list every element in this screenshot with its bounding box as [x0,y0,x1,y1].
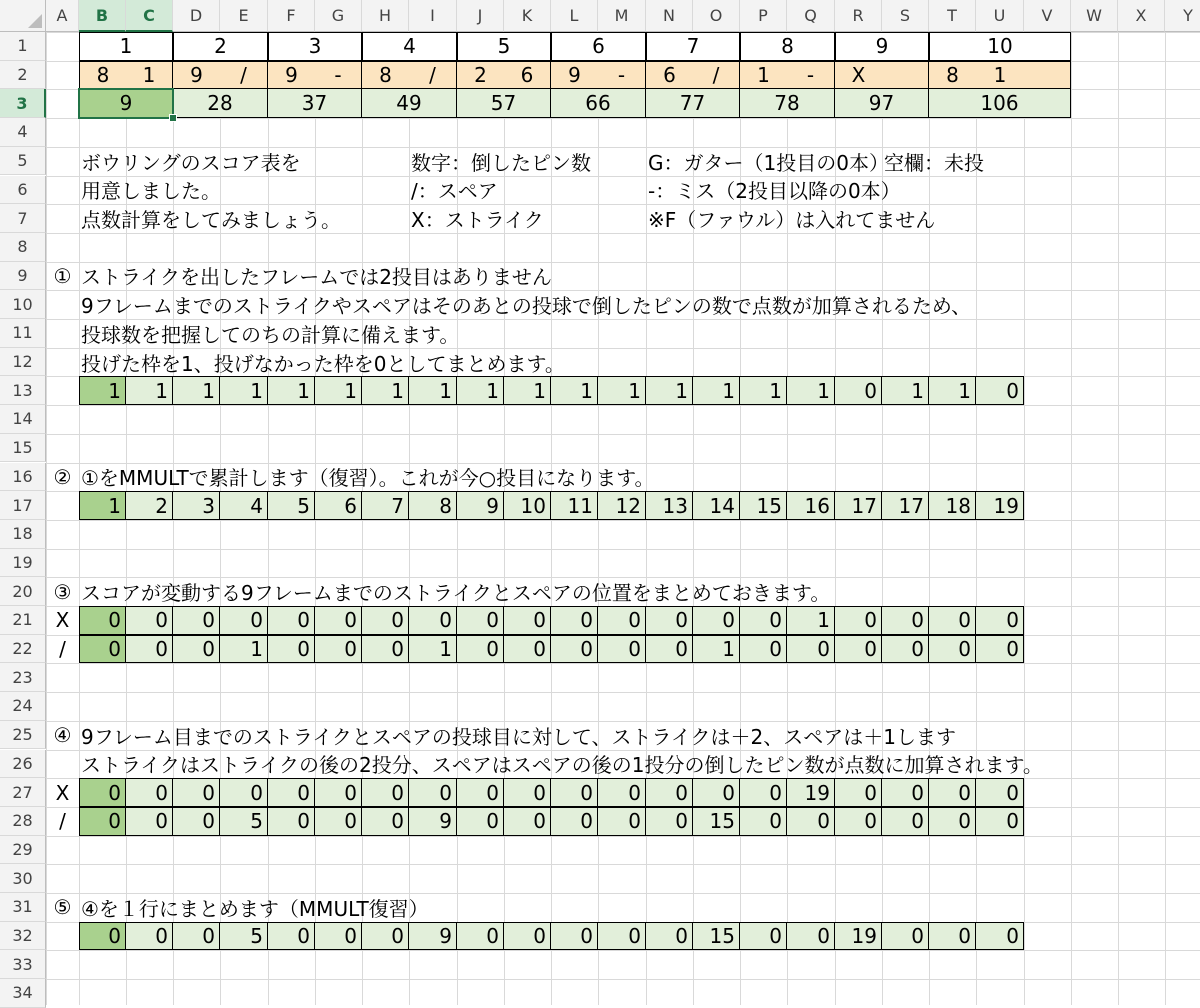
row-22-value-13[interactable]: 0 [646,635,693,664]
column-header-J[interactable]: J [457,0,504,32]
legend-spare: /：スペア [411,179,498,204]
row-28-value-20[interactable]: 0 [976,807,1024,836]
row-13-value-3[interactable]: 1 [173,376,220,405]
section-2-number: ② [53,464,72,489]
row-header-22[interactable]: 22 [0,635,46,664]
row-27-value-7[interactable]: 0 [362,778,409,807]
column-header-F[interactable]: F [268,0,315,32]
row-21-value-10[interactable]: 0 [504,606,551,635]
row-32-value-2[interactable]: 0 [126,922,173,951]
row-32-value-5[interactable]: 0 [268,922,315,951]
row-header-4[interactable]: 4 [0,118,46,147]
row-27-value-1[interactable]: 0 [79,778,126,807]
section-5-line1: ④を１行にまとめます（MMULT復習） [81,896,429,921]
row-28-value-4[interactable]: 5 [220,807,268,836]
section-2-line1: ①をMMULTで累計します（復習）。これが今○投目になります。 [81,466,655,491]
row-32-value-19[interactable]: 0 [929,922,976,951]
row-17-value-2[interactable]: 2 [126,491,173,520]
row-27-value-17[interactable]: 0 [835,778,882,807]
row-header-3[interactable]: 3 [0,89,46,118]
row-17-value-20[interactable]: 19 [976,491,1024,520]
frame-score-9[interactable]: 97 [835,89,929,118]
row-13-value-7[interactable]: 1 [362,376,409,405]
row-17-value-17[interactable]: 17 [835,491,882,520]
section-4-line1: 9フレーム目までのストライクとスペアの投球目に対して、ストライクは＋2、スペアは＋1します [81,724,956,749]
row-32-value-8[interactable]: 9 [409,922,457,951]
throw-cell-4[interactable]: / [220,61,268,90]
gridline-horizontal [0,118,1200,119]
legend-number: 数字：倒したピン数 [411,150,591,175]
throw-cell-15[interactable]: 1 [740,61,787,90]
row-label-27: X [55,780,70,805]
column-header-Q[interactable]: Q [787,0,835,32]
gridline-horizontal [0,864,1200,865]
row-header-21[interactable]: 21 [0,606,46,635]
row-28-value-19[interactable]: 0 [929,807,976,836]
row-32-value-16[interactable]: 0 [787,922,835,951]
legend-strike: X：ストライク [411,208,544,233]
row-32-value-11[interactable]: 0 [551,922,598,951]
row-28-value-11[interactable]: 0 [551,807,598,836]
gridline-horizontal [0,979,1200,980]
row-27-value-9[interactable]: 0 [457,778,504,807]
row-13-value-18[interactable]: 1 [882,376,929,405]
row-17-value-16[interactable]: 16 [787,491,835,520]
row-28-value-17[interactable]: 0 [835,807,882,836]
row-17-value-14[interactable]: 14 [693,491,740,520]
row-17-value-8[interactable]: 8 [409,491,457,520]
legend-gutter: G：ガター（1投目の0本） [648,150,889,175]
section-5-number: ⑤ [53,895,72,920]
row-13-value-2[interactable]: 1 [126,376,173,405]
row-28-value-8[interactable]: 9 [409,807,457,836]
row-21-value-6[interactable]: 0 [315,606,362,635]
frame-score-10[interactable]: 106 [929,89,1071,118]
throw-cell-7[interactable]: 8 [362,61,409,90]
column-header-T[interactable]: T [929,0,976,32]
row-28-value-2[interactable]: 0 [126,807,173,836]
row-28-value-14[interactable]: 15 [693,807,740,836]
frame-score-1[interactable]: 9 [79,89,173,118]
row-22-value-20[interactable]: 0 [976,635,1024,664]
frame-score-8[interactable]: 78 [740,89,835,118]
fill-handle[interactable] [169,114,177,122]
row-header-25[interactable]: 25 [0,721,46,750]
row-21-value-8[interactable]: 0 [409,606,457,635]
row-17-value-3[interactable]: 3 [173,491,220,520]
section-1-line3: 投球数を把握してのちの計算に備えます。 [81,322,460,347]
row-21-value-11[interactable]: 0 [551,606,598,635]
row-32-value-4[interactable]: 5 [220,922,268,951]
row-21-value-3[interactable]: 0 [173,606,220,635]
row-27-value-18[interactable]: 0 [882,778,929,807]
select-all-triangle-icon [28,14,42,28]
frame-score-4[interactable]: 49 [362,89,457,118]
row-27-value-10[interactable]: 0 [504,778,551,807]
row-22-value-5[interactable]: 0 [268,635,315,664]
column-header-U[interactable]: U [976,0,1024,32]
row-17-value-5[interactable]: 5 [268,491,315,520]
row-13-value-5[interactable]: 1 [268,376,315,405]
frame-number-8: 8 [740,32,835,61]
row-17-value-11[interactable]: 11 [551,491,598,520]
throw-cell-5[interactable]: 9 [268,61,315,90]
gridline-vertical [1071,0,1072,1005]
row-header-8[interactable]: 8 [0,233,46,262]
frame-number-5: 5 [457,32,551,61]
column-header-V[interactable]: V [1024,0,1071,32]
row-13-value-16[interactable]: 1 [787,376,835,405]
row-21-value-18[interactable]: 0 [882,606,929,635]
legend-title-line3: 点数計算をしてみましょう。 [81,208,341,233]
frame-number-3: 3 [268,32,362,61]
row-22-value-15[interactable]: 0 [740,635,787,664]
row-32-value-9[interactable]: 0 [457,922,504,951]
row-22-value-14[interactable]: 1 [693,635,740,664]
frame-score-3[interactable]: 37 [268,89,362,118]
row-header-6[interactable]: 6 [0,176,46,205]
frame-score-2[interactable]: 28 [173,89,268,118]
row-21-value-1[interactable]: 0 [79,606,126,635]
gridline-vertical [46,0,47,1005]
active-cell-border [78,88,174,119]
column-header-A[interactable]: A [46,0,79,32]
row-28-value-15[interactable]: 0 [740,807,787,836]
row-32-value-20[interactable]: 0 [976,922,1024,951]
row-header-31[interactable]: 31 [0,893,46,922]
row-header-9[interactable]: 9 [0,262,46,291]
row-13-value-1[interactable]: 1 [79,376,126,405]
row-21-value-9[interactable]: 0 [457,606,504,635]
row-label-28: / [59,809,66,834]
column-header-B[interactable]: B [79,0,126,32]
frame-score-5[interactable]: 57 [457,89,551,118]
row-header-10[interactable]: 10 [0,290,46,319]
row-27-value-11[interactable]: 0 [551,778,598,807]
gridline-horizontal [0,405,1200,406]
gridline-vertical [1118,0,1119,1005]
frame-score-6[interactable]: 66 [551,89,646,118]
column-header-G[interactable]: G [315,0,362,32]
row-27-value-2[interactable]: 0 [126,778,173,807]
throw-cell-2[interactable]: 1 [126,61,173,90]
section-4-number: ④ [53,723,72,748]
row-27-value-12[interactable]: 0 [598,778,646,807]
row-28-value-6[interactable]: 0 [315,807,362,836]
row-label-22: / [59,637,66,662]
row-27-value-5[interactable]: 0 [268,778,315,807]
row-21-value-13[interactable]: 0 [646,606,693,635]
throw-cell-13[interactable]: 6 [646,61,693,90]
row-header-15[interactable]: 15 [0,434,46,463]
row-21-value-14[interactable]: 0 [693,606,740,635]
throw-cell-16[interactable]: - [787,61,835,90]
row-27-value-16[interactable]: 19 [787,778,835,807]
row-17-value-18[interactable]: 17 [882,491,929,520]
row-21-value-20[interactable]: 0 [976,606,1024,635]
row-header-17[interactable]: 17 [0,491,46,520]
row-header-34[interactable]: 34 [0,979,46,1008]
column-header-W[interactable]: W [1071,0,1118,32]
row-header-18[interactable]: 18 [0,520,46,549]
row-22-value-9[interactable]: 0 [457,635,504,664]
legend-foul-note: ※F（ファウル）は入れてません [648,208,936,233]
row-32-value-7[interactable]: 0 [362,922,409,951]
row-13-value-14[interactable]: 1 [693,376,740,405]
row-32-value-6[interactable]: 0 [315,922,362,951]
row-header-32[interactable]: 32 [0,922,46,951]
frame-number-7: 7 [646,32,740,61]
row-27-value-3[interactable]: 0 [173,778,220,807]
row-22-value-4[interactable]: 1 [220,635,268,664]
row-28-value-3[interactable]: 0 [173,807,220,836]
row-header-14[interactable]: 14 [0,405,46,434]
throw-cell-19[interactable]: 8 [929,61,976,90]
throw-cell-6[interactable]: - [315,61,362,90]
row-27-value-15[interactable]: 0 [740,778,787,807]
row-32-value-15[interactable]: 0 [740,922,787,951]
section-4-line2: ストライクはストライクの後の2投分、スペアはスペアの後の1投分の倒したピン数が点数に加算されます。 [81,753,1043,778]
row-32-value-1[interactable]: 0 [79,922,126,951]
frame-score-7[interactable]: 77 [646,89,740,118]
row-32-value-13[interactable]: 0 [646,922,693,951]
row-header-1[interactable]: 1 [0,32,46,61]
section-1-line4: 投げた枠を1、投げなかった枠を0としてまとめます。 [81,351,565,376]
frame-number-10: 10 [929,32,1071,61]
row-28-value-18[interactable]: 0 [882,807,929,836]
row-17-value-15[interactable]: 15 [740,491,787,520]
gridline-horizontal [0,520,1200,521]
frame-number-9: 9 [835,32,929,61]
row-21-value-4[interactable]: 0 [220,606,268,635]
throw-cell-3[interactable]: 9 [173,61,220,90]
row-header-2[interactable]: 2 [0,61,46,90]
row-13-value-9[interactable]: 1 [457,376,504,405]
row-header-7[interactable]: 7 [0,204,46,233]
throw-cell-11[interactable]: 9 [551,61,598,90]
row-27-value-4[interactable]: 0 [220,778,268,807]
throw-cell-17[interactable]: X [835,61,882,90]
throw-cell-8[interactable]: / [409,61,457,90]
row-27-value-19[interactable]: 0 [929,778,976,807]
legend-title-line2: 用意しました。 [81,179,221,204]
throw-cell-18[interactable] [882,61,929,90]
row-13-value-10[interactable]: 1 [504,376,551,405]
column-header-I[interactable]: I [409,0,457,32]
row-28-value-7[interactable]: 0 [362,807,409,836]
frame-number-1: 1 [79,32,173,61]
row-21-value-16[interactable]: 1 [787,606,835,635]
row-28-value-13[interactable]: 0 [646,807,693,836]
row-17-value-12[interactable]: 12 [598,491,646,520]
row-21-value-12[interactable]: 0 [598,606,646,635]
row-13-value-6[interactable]: 1 [315,376,362,405]
row-22-value-6[interactable]: 0 [315,635,362,664]
row-32-value-14[interactable]: 15 [693,922,740,951]
row-header-13[interactable]: 13 [0,376,46,405]
row-22-value-19[interactable]: 0 [929,635,976,664]
throw-cell-12[interactable]: - [598,61,646,90]
column-header-Y[interactable]: Y [1165,0,1200,32]
row-21-value-19[interactable]: 0 [929,606,976,635]
throw-cell-14[interactable]: / [693,61,740,90]
gridline-horizontal [0,692,1200,693]
throw-cell-10[interactable]: 6 [504,61,551,90]
section-1-line1: ストライクを出したフレームでは2投目はありません [81,265,552,290]
legend-title-line1: ボウリングのスコア表を [81,150,301,175]
row-22-value-7[interactable]: 0 [362,635,409,664]
row-header-16[interactable]: 16 [0,463,46,492]
row-32-value-17[interactable]: 19 [835,922,882,951]
row-13-value-20[interactable]: 0 [976,376,1024,405]
row-22-value-8[interactable]: 1 [409,635,457,664]
row-13-value-4[interactable]: 1 [220,376,268,405]
row-27-value-6[interactable]: 0 [315,778,362,807]
row-13-value-13[interactable]: 1 [646,376,693,405]
row-27-value-8[interactable]: 0 [409,778,457,807]
row-13-value-8[interactable]: 1 [409,376,457,405]
gridline-vertical [1165,0,1166,1005]
row-22-value-18[interactable]: 0 [882,635,929,664]
row-17-value-9[interactable]: 9 [457,491,504,520]
row-header-11[interactable]: 11 [0,319,46,348]
row-22-value-12[interactable]: 0 [598,635,646,664]
row-13-value-19[interactable]: 1 [929,376,976,405]
section-3-line1: スコアが変動する9フレームまでのストライクとスペアの位置をまとめておきます。 [81,581,831,606]
gridline-horizontal [0,549,1200,550]
row-28-value-1[interactable]: 0 [79,807,126,836]
row-header-5[interactable]: 5 [0,147,46,176]
row-17-value-1[interactable]: 1 [79,491,126,520]
column-header-N[interactable]: N [646,0,693,32]
row-header-28[interactable]: 28 [0,807,46,836]
row-17-value-19[interactable]: 18 [929,491,976,520]
row-28-value-10[interactable]: 0 [504,807,551,836]
row-header-20[interactable]: 20 [0,577,46,606]
row-28-value-12[interactable]: 0 [598,807,646,836]
column-header-H[interactable]: H [362,0,409,32]
row-header-12[interactable]: 12 [0,348,46,377]
frame-number-4: 4 [362,32,457,61]
column-header-M[interactable]: M [598,0,646,32]
row-22-value-3[interactable]: 0 [173,635,220,664]
throw-cell-9[interactable]: 2 [457,61,504,90]
row-header-30[interactable]: 30 [0,864,46,893]
row-header-23[interactable]: 23 [0,663,46,692]
gridline-horizontal [0,233,1200,234]
row-21-value-2[interactable]: 0 [126,606,173,635]
legend-miss: -：ミス（2投目以降の0本） [648,179,901,204]
row-21-value-17[interactable]: 0 [835,606,882,635]
row-header-33[interactable]: 33 [0,950,46,979]
row-32-value-10[interactable]: 0 [504,922,551,951]
column-header-C[interactable]: C [126,0,173,32]
section-1-line2: 9フレームまでのストライクやスペアはそのあとの投球で倒したピンの数で点数が加算されるため、 [81,294,972,319]
column-header-O[interactable]: O [693,0,740,32]
row-21-value-5[interactable]: 0 [268,606,315,635]
legend-blank: 空欄：未投 [884,150,984,175]
row-13-value-17[interactable]: 0 [835,376,882,405]
gridline-horizontal [0,950,1200,951]
row-21-value-15[interactable]: 0 [740,606,787,635]
row-28-value-16[interactable]: 0 [787,807,835,836]
column-header-D[interactable]: D [173,0,220,32]
column-header-K[interactable]: K [504,0,551,32]
row-28-value-9[interactable]: 0 [457,807,504,836]
row-28-value-5[interactable]: 0 [268,807,315,836]
select-all-corner[interactable] [0,0,46,32]
row-13-value-15[interactable]: 1 [740,376,787,405]
row-header-27[interactable]: 27 [0,778,46,807]
row-header-24[interactable]: 24 [0,692,46,721]
row-22-value-10[interactable]: 0 [504,635,551,664]
frame-number-2: 2 [173,32,268,61]
row-label-21: X [55,608,70,633]
frame-number-6: 6 [551,32,646,61]
gridline-horizontal [0,434,1200,435]
row-22-value-17[interactable]: 0 [835,635,882,664]
throw-cell-20[interactable]: 1 [976,61,1024,90]
column-header-R[interactable]: R [835,0,882,32]
section-3-number: ③ [53,579,72,604]
gridline-vertical [1024,0,1025,1005]
column-header-E[interactable]: E [220,0,268,32]
gridline-horizontal [0,836,1200,837]
column-header-P[interactable]: P [740,0,787,32]
row-header-19[interactable]: 19 [0,549,46,578]
row-27-value-20[interactable]: 0 [976,778,1024,807]
row-header-26[interactable]: 26 [0,750,46,779]
row-header-29[interactable]: 29 [0,836,46,865]
row-13-value-11[interactable]: 1 [551,376,598,405]
row-27-value-13[interactable]: 0 [646,778,693,807]
row-13-value-12[interactable]: 1 [598,376,646,405]
throw-cell-21[interactable] [1024,61,1071,90]
row-21-value-7[interactable]: 0 [362,606,409,635]
section-1-number: ① [53,263,72,288]
column-header-S[interactable]: S [882,0,929,32]
column-header-L[interactable]: L [551,0,598,32]
row-27-value-14[interactable]: 0 [693,778,740,807]
row-17-value-7[interactable]: 7 [362,491,409,520]
row-32-value-3[interactable]: 0 [173,922,220,951]
row-22-value-1[interactable]: 0 [79,635,126,664]
row-17-value-6[interactable]: 6 [315,491,362,520]
row-22-value-11[interactable]: 0 [551,635,598,664]
column-header-X[interactable]: X [1118,0,1165,32]
row-22-value-2[interactable]: 0 [126,635,173,664]
throw-cell-1[interactable]: 8 [79,61,126,90]
row-32-value-18[interactable]: 0 [882,922,929,951]
row-17-value-10[interactable]: 10 [504,491,551,520]
row-22-value-16[interactable]: 0 [787,635,835,664]
row-17-value-13[interactable]: 13 [646,491,693,520]
gridline-horizontal [0,663,1200,664]
row-32-value-12[interactable]: 0 [598,922,646,951]
row-17-value-4[interactable]: 4 [220,491,268,520]
